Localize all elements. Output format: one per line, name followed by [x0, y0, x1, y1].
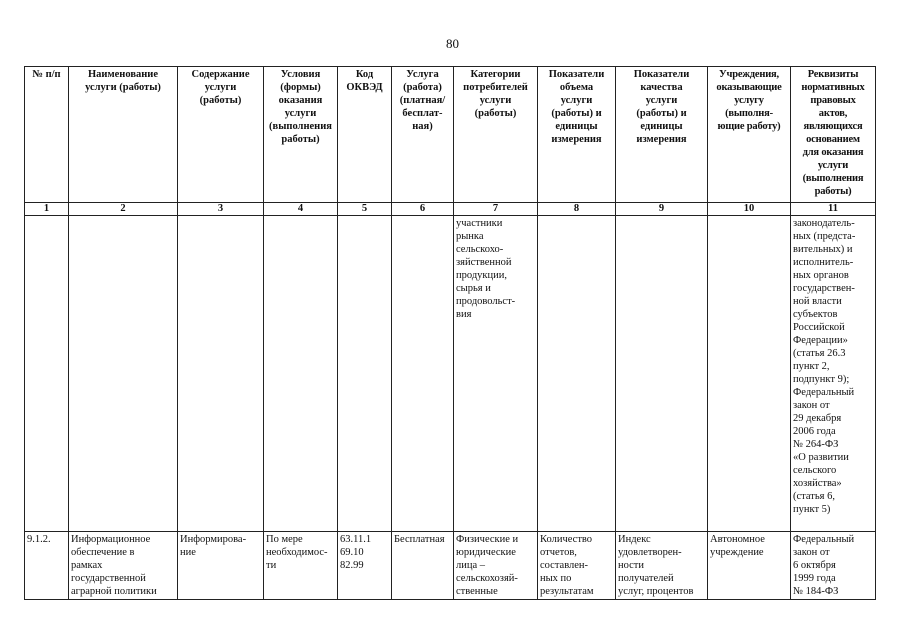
consumer-categories-cell: участники рынка сельскохо- зяйственной продукции, сырья и продовольст- вия	[454, 216, 538, 532]
table-row	[25, 532, 876, 600]
consumer-categories-cell: Физические и юридические лица – сельскохозяй- ственные	[454, 532, 538, 600]
column-number: 7	[454, 203, 538, 216]
paid-free-cell: Бесплатная	[392, 532, 454, 600]
column-number: 11	[791, 203, 876, 216]
header-cell: Содержание услуги (работы)	[178, 67, 264, 203]
header-row	[25, 67, 876, 203]
legal-acts-cell: законодатель- ных (предста- вительных) и исполнитель- ных органов государствен- ной власти субъектов Российской Федерации» (статья 26.3 пункт 2, подпункт 9); Федеральный закон от 29 декабря 2006 года № 264-ФЗ «О развитии сельского хозяйства» (статья 6, пункт 5)	[791, 216, 876, 532]
header-cell: Реквизиты нормативных правовых актов, являющихся основанием для оказания услуги (выполнения работы)	[791, 67, 876, 203]
page-number: 80	[446, 36, 459, 51]
service-name-cell: Информационное обеспечение в рамках государственной аграрной политики	[69, 532, 178, 600]
header-cell: Показатели объема услуги (работы) и единицы измерения	[538, 67, 616, 203]
table-cell	[708, 216, 791, 532]
table-cell	[392, 216, 454, 532]
column-number: 6	[392, 203, 454, 216]
table-cell	[69, 216, 178, 532]
column-number: 9	[616, 203, 708, 216]
institution-cell: Автономное учреждение	[708, 532, 791, 600]
column-number: 2	[69, 203, 178, 216]
column-number-row	[25, 203, 876, 216]
okved-cell: 63.11.1 69.10 82.99	[338, 532, 392, 600]
table-cell	[616, 216, 708, 532]
table-cell	[338, 216, 392, 532]
row-number: 9.1.2.	[25, 532, 69, 600]
header-cell: Условия (формы) оказания услуги (выполнения работы)	[264, 67, 338, 203]
column-number: 5	[338, 203, 392, 216]
column-number: 8	[538, 203, 616, 216]
volume-indicators-cell: Количество отчетов, составлен- ных по результатам	[538, 532, 616, 600]
header-cell: Услуга (работа) (платная/ бесплат- ная)	[392, 67, 454, 203]
header-cell: Показатели качества услуги (работы) и единицы измерения	[616, 67, 708, 203]
column-number: 1	[25, 203, 69, 216]
header-cell: № п/п	[25, 67, 69, 203]
header-cell: Код ОКВЭД	[338, 67, 392, 203]
column-number: 3	[178, 203, 264, 216]
table-cell	[264, 216, 338, 532]
table-cell	[538, 216, 616, 532]
continuation-row	[25, 216, 876, 532]
header-cell: Наименование услуги (работы)	[69, 67, 178, 203]
header-cell: Категории потребителей услуги (работы)	[454, 67, 538, 203]
services-table	[24, 66, 876, 600]
table-cell	[25, 216, 69, 532]
column-number: 10	[708, 203, 791, 216]
legal-acts-cell: Федеральный закон от 6 октября 1999 года № 184-ФЗ	[791, 532, 876, 600]
quality-indicators-cell: Индекс удовлетворен- ности получателей услуг, процентов	[616, 532, 708, 600]
service-content-cell: Информирова- ние	[178, 532, 264, 600]
table-cell	[178, 216, 264, 532]
conditions-cell: По мере необходимос- ти	[264, 532, 338, 600]
header-cell: Учреждения, оказывающие услугу (выполня- ющие работу)	[708, 67, 791, 203]
column-number: 4	[264, 203, 338, 216]
